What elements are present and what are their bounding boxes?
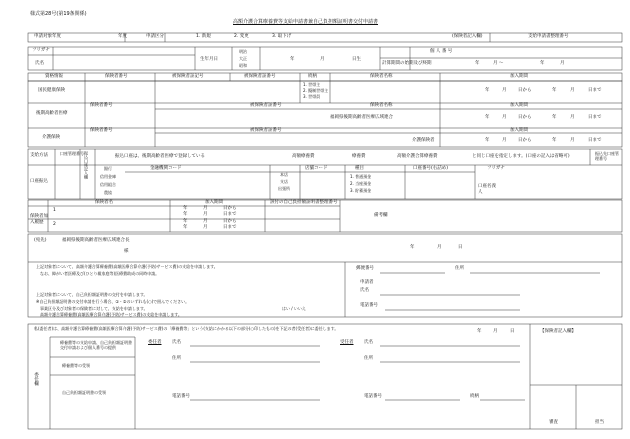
period-row3-f: 日まで (588, 138, 602, 143)
declaration-1: 上記対象者について、高額介護合算療養費(高額医療合算介護(予防)サービス費)の支給を申請します。 (36, 264, 218, 269)
col-period-3: 加入期間 (510, 128, 528, 133)
delegator-address-label: 住所 (172, 356, 181, 361)
account-savings[interactable]: 3. 貯蓄預金 (350, 188, 372, 193)
period-row3-a: 年 (485, 138, 490, 143)
period-row1-b: 月 (502, 88, 507, 93)
payment-method-label: 支給方法 (30, 153, 48, 158)
declaration-2: 上記対象者について、自己負担額証明書の交付を申請します。 (36, 292, 148, 297)
type-change[interactable]: 2. 変更 (234, 34, 249, 39)
delegation-item-2[interactable]: 療養費等の受領 (62, 363, 90, 368)
branch-main[interactable]: 本店 (280, 172, 288, 177)
history-label: 保険者加入履歴 (30, 214, 48, 225)
h2-to-y: 年 (183, 225, 188, 230)
col-insurer-name: 保険者名称 (370, 74, 393, 79)
app-date-year: 年 (410, 245, 415, 250)
type-new[interactable]: 1. 新規 (196, 34, 211, 39)
birth-day-unit: 日生 (352, 57, 361, 62)
type-combined[interactable]: 高額介護合算療養費 (397, 154, 438, 159)
care-insurer: 介護保険者 (412, 138, 435, 143)
account-notice: 振込口座は、後期高齢者医療で登録している (115, 154, 205, 159)
calc-period-end-year: 年 (540, 61, 545, 66)
account-number-col: 口座番号(右詰め) (413, 166, 449, 171)
bank-entry-label: 振込口座記入欄 (84, 151, 89, 179)
office-use-label: (保険者記入欄) (452, 34, 483, 39)
declaration-3: 事業区分及び対象者の保険者に対して、支給を申請します。 (40, 306, 148, 311)
furigana-label: フリガナ (32, 48, 50, 53)
col-period: 加入期間 (510, 74, 528, 79)
delegator-phone-label: 電話番号 (172, 394, 190, 399)
history-insurer-col: 保険者名 (95, 200, 113, 205)
period-row2-b: 月 (502, 115, 507, 120)
col-symbol: 被保険者証記号 (172, 74, 204, 79)
h1-to-y: 年 (183, 212, 188, 217)
applicant-name-label: 氏名 (360, 288, 369, 293)
period-row1-c: 日から (518, 88, 532, 93)
col-insurer-name-2: 保険者名称 (370, 103, 393, 108)
history-row-2: 2 (53, 222, 56, 227)
history-row-1: 1 (53, 208, 56, 213)
period-row1-a: 年 (485, 88, 490, 93)
account-transfer-label[interactable]: 口座振込 (30, 179, 48, 184)
row-care: 介護保険 (42, 135, 60, 140)
calc-period-start-year: 年 (475, 61, 480, 66)
calc-period-label: 計算期間の始期及び終期 (382, 61, 432, 66)
delegation-item-3[interactable]: 自己負担額証明書の受領 (62, 390, 106, 395)
period-row2-f: 日まで (588, 115, 602, 120)
col-number-3: 被保険者証番号 (250, 128, 282, 133)
account-mgmt-number: 口座管理番号 (60, 151, 84, 156)
calc-period-start-month: 月 ～ (493, 61, 504, 66)
period-row3-d: 年 (552, 138, 557, 143)
delegate-phone-label: 電話番号 (364, 394, 382, 399)
col-relation: 続柄 (308, 74, 317, 79)
personal-number-label: 個 人 番 号 (430, 49, 453, 54)
account-notice-2: と同じ口座を指定します。(口座の記入は省略可) (472, 154, 570, 159)
h1-from-d: 日から (223, 206, 237, 211)
col-insurer-no-2: 保険者番号 (90, 103, 113, 108)
era-showa[interactable]: 昭和 (239, 63, 247, 68)
period-row2-d: 年 (552, 115, 557, 120)
h2-from-y: 年 (183, 219, 188, 224)
account-ordinary[interactable]: 1. 普通預金 (350, 174, 372, 179)
fiscal-year-unit: 年度 (118, 34, 127, 39)
late-elderly-insurer: 福岡県後期高齢者医療広域連合 (330, 115, 393, 120)
del-date-year: 年 (477, 329, 482, 334)
holder-kana-label: フリガナ (487, 166, 505, 171)
era-taisho[interactable]: 大正 (239, 56, 247, 61)
row-late-elderly: 後期高齢者医療 (36, 111, 68, 116)
declaration-2-note: ※自己負担額証明書の交付申請を行う場合、①・②のいずれも(○)で囲んでください。 (36, 299, 190, 304)
period-row1-f: 日まで (588, 88, 602, 93)
calc-period-end-month: 月 (560, 61, 565, 66)
applicant-label: 申請者 (360, 280, 374, 285)
delegate-address-label: 住所 (364, 356, 373, 361)
bank-kind-kumiai[interactable]: 信用組合 (100, 182, 116, 187)
app-date-day: 日 (458, 245, 463, 250)
period-row2-a: 年 (485, 115, 490, 120)
h2-from-d: 日から (223, 219, 237, 224)
col-number-2: 被保険者証番号 (250, 103, 282, 108)
era-meiji[interactable]: 明治 (239, 49, 247, 54)
addressee: 福岡県後期高齢者医療広域連合長 (62, 238, 130, 243)
delegation-statement: 私(委任者)は、高額介護合算療養費(高額医療合算介護(予防)サービス費)の「療養費等」という(支給にかかる以下の部分(○印したもの)を下記の者(受任者)に委任します。 (34, 326, 339, 331)
remarks-label: 備考欄 (374, 213, 388, 218)
relation-member[interactable]: 3. 世帯員 (303, 94, 321, 99)
col-type: 資格情報 (45, 74, 63, 79)
yes-no-choice[interactable]: はい / いいえ (282, 306, 306, 311)
form-number: 様式第28号(第19条関係) (30, 11, 87, 17)
branch-code-col: 店舗コード (305, 166, 328, 171)
fiscal-year-label: 申請対象年度 (34, 34, 61, 39)
col-insurer-no-3: 保険者番号 (90, 128, 113, 133)
relation-head[interactable]: 1. 世帯主 (303, 82, 321, 87)
period-row1-d: 年 (552, 88, 557, 93)
history-period-col: 加入期間 (205, 200, 223, 205)
postal-label: 郵便番号 (356, 266, 374, 271)
account-holder-label: 口座名義人 (478, 184, 496, 195)
h2-from-m: 月 (203, 219, 208, 224)
delegation-title: 委任欄 (33, 372, 39, 386)
bank-code-col: 金融機関コード (150, 166, 182, 171)
bank-kind-shinkin[interactable]: 信用金庫 (100, 174, 116, 179)
period-row3-b: 月 (502, 138, 507, 143)
type-withdraw[interactable]: 3. 取下げ (272, 34, 292, 39)
del-date-day: 日 (510, 329, 515, 334)
h1-to-m: 月 (203, 212, 208, 217)
period-row2-e: 月 (570, 115, 575, 120)
row-nhi: 国民健康保険 (38, 88, 65, 93)
stamp-charge: 担当 (595, 420, 604, 425)
col-insurer-no: 保険者番号 (105, 74, 128, 79)
birth-year-unit: 年 (290, 57, 295, 62)
type-medical[interactable]: 療養費 (352, 154, 366, 159)
col-number: 被保険者証番号 (244, 74, 276, 79)
delegate-label: 受任者 (340, 340, 354, 345)
h1-from-m: 月 (203, 206, 208, 211)
period-row3-c: 日から (518, 138, 532, 143)
type-high-cost[interactable]: 高額療養費 (292, 154, 315, 159)
applicant-number-label: 支給申請書整理番号 (528, 34, 569, 39)
delegator-label: 委任者 (148, 340, 162, 345)
h2-to-d: 日まで (223, 225, 237, 230)
name-label: 氏名 (35, 61, 44, 66)
stamp-review: 審査 (549, 420, 558, 425)
branch-office[interactable]: 出張所 (278, 186, 290, 191)
delegation-item-1[interactable]: 療養費等の支給申請、自己負担額証明書交付申請および個人番号の提供 (60, 340, 132, 350)
period-row3-e: 月 (570, 138, 575, 143)
del-date-month: 月 (493, 329, 498, 334)
applicant-phone-label: 電話番号 (360, 303, 378, 308)
delegate-name-label: 氏名 (364, 340, 373, 345)
office-use-box-label: 【保険者記入欄】 (540, 329, 576, 334)
period-row1-e: 月 (570, 88, 575, 93)
account-kind-col: 種目 (355, 166, 364, 171)
form-title: 高額介護合算療養費等支給申請書兼自己負担額証明書交付申請書 (233, 19, 379, 25)
history-number-col: 該付の自己負担額証明書整理番号 (270, 200, 338, 205)
birthdate-label: 生年月日 (200, 57, 218, 62)
relation-pseudo-head[interactable]: 2. 擬制世帯主 (303, 88, 329, 93)
declaration-1b: なお、障がい者医療及び(ひとり親家庭等)医療費助成の同時申請。 (40, 271, 160, 276)
h1-from-y: 年 (183, 206, 188, 211)
account-current[interactable]: 2. 当座預金 (350, 181, 372, 186)
app-date-month: 月 (437, 245, 442, 250)
addressee-prefix: (宛先) (34, 238, 47, 243)
address-label: 住所 (455, 266, 464, 271)
addressee-honorific: 様 (124, 249, 129, 254)
transfer-label: 振込先口座管理番号 (595, 151, 619, 161)
period-row2-c: 日から (518, 115, 532, 120)
delegator-name-label: 氏名 (172, 340, 181, 345)
h2-to-m: 月 (203, 225, 208, 230)
bank-kind-nokyo[interactable]: 農協 (104, 190, 112, 195)
delegate-relation-label: 続柄 (470, 394, 479, 399)
birth-month-unit: 月 (320, 57, 325, 62)
bank-kind-bank[interactable]: 銀行 (104, 166, 112, 171)
col-period-2: 加入期間 (510, 103, 528, 108)
branch-sub[interactable]: 支店 (280, 179, 288, 184)
application-type-label: 申請区分 (146, 34, 164, 39)
declaration-4: 高額介護合算療養費(高額医療合算介護(予防)サービス費)の支給を申請します。 (40, 312, 182, 317)
h1-to-d: 日まで (223, 212, 237, 217)
